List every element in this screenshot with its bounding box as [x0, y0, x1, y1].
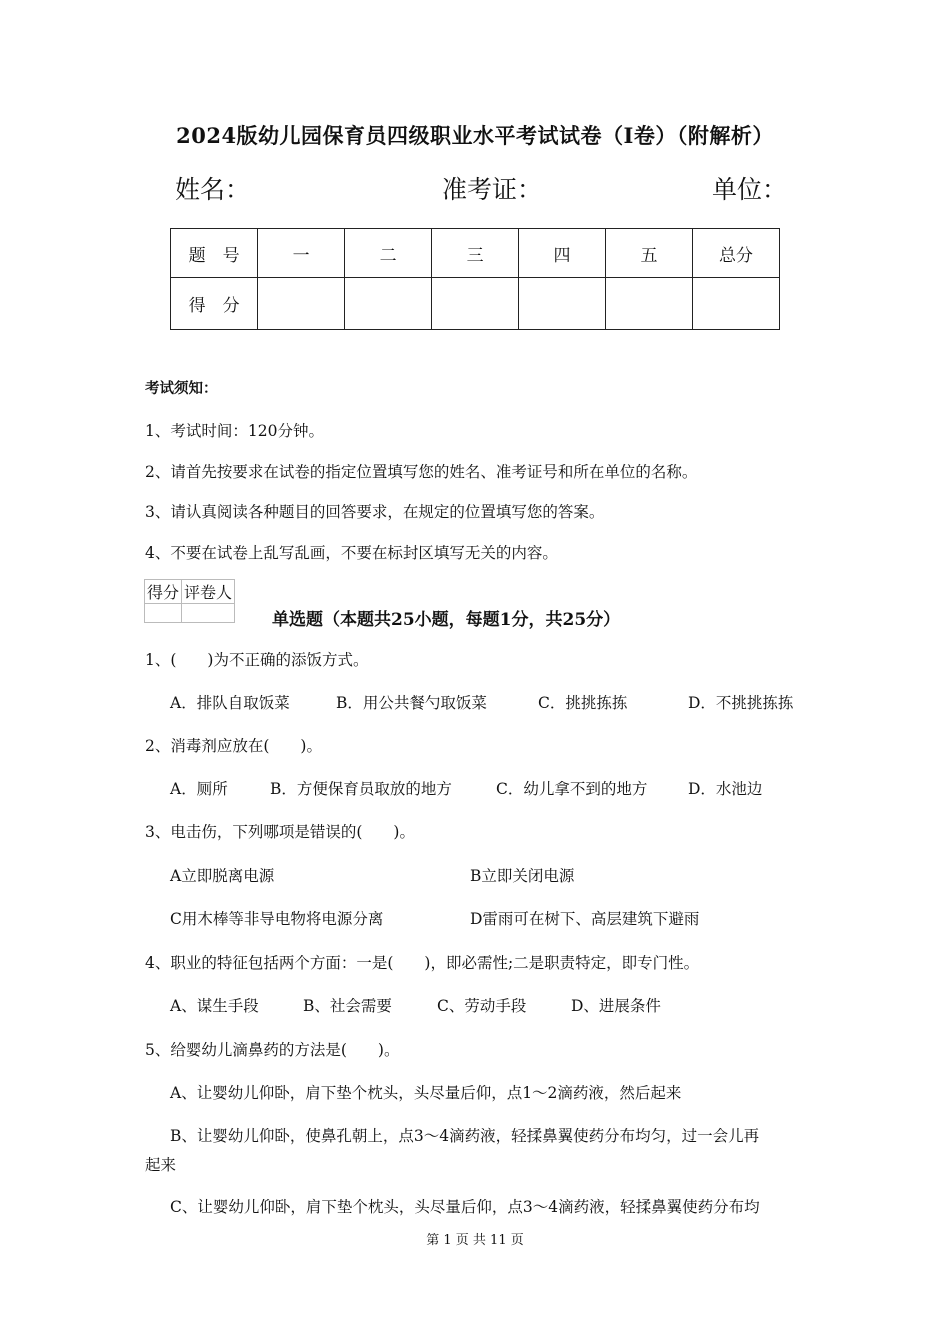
question-stem: 2、消毒剂应放在( )。 — [145, 737, 322, 755]
unit-field-label: 单位： — [712, 175, 788, 204]
question-stem: 3、电击伤，下列哪项是错误的( )。 — [145, 823, 415, 841]
notice-item: 1、考试时间：120分钟。 — [145, 422, 324, 440]
question-stem: 4、职业的特征包括两个方面：一是( )，即必需性;二是职责特定，即专门性。 — [145, 954, 700, 972]
grader-reviewer-cell[interactable] — [182, 604, 235, 623]
grader-reviewer-label: 评卷人 — [182, 580, 235, 604]
question-option: B．用公共餐勺取饭菜 — [336, 694, 487, 712]
score-entry-cell[interactable] — [606, 278, 693, 330]
question-option: A、让婴幼儿仰卧，肩下垫个枕头，头尽量后仰，点1～2滴药液，然后起来 — [170, 1084, 682, 1102]
question-option: B、让婴幼儿仰卧，使鼻孔朝上，点3～4滴药液，轻揉鼻翼使药分布均匀，过一会儿再 — [170, 1127, 760, 1145]
score-table-cell: 四 — [519, 229, 606, 278]
score-entry-cell[interactable] — [519, 278, 606, 330]
score-table-cell: 总分 — [692, 229, 779, 278]
notice-heading: 考试须知： — [145, 380, 218, 397]
score-table-cell: 一 — [258, 229, 345, 278]
question-option: A立即脱离电源 — [170, 867, 275, 885]
grader-score-cell[interactable] — [145, 604, 182, 623]
question-option: A、谋生手段 — [170, 997, 259, 1015]
question-option: D．不挑挑拣拣 — [688, 694, 794, 712]
score-table-cell: 五 — [606, 229, 693, 278]
question-option: C、劳动手段 — [437, 997, 527, 1015]
score-entry-cell[interactable] — [345, 278, 432, 330]
notice-item: 3、请认真阅读各种题目的回答要求，在规定的位置填写您的答案。 — [145, 503, 605, 521]
grader-score-label: 得分 — [145, 580, 182, 604]
question-option: C用木棒等非导电物将电源分离 — [170, 910, 384, 928]
score-entry-cell[interactable] — [432, 278, 519, 330]
question-option: C．挑挑拣拣 — [538, 694, 628, 712]
score-table-header-row — [171, 229, 780, 278]
score-entry-cell[interactable] — [692, 278, 779, 330]
question-option: A．厕所 — [170, 780, 228, 798]
page-title: 2024版幼儿园保育员四级职业水平考试试卷（I卷）（附解析） — [176, 123, 774, 148]
question-option: D、进展条件 — [571, 997, 661, 1015]
name-field-label: 姓名： — [175, 175, 251, 204]
score-table-cell: 二 — [345, 229, 432, 278]
exam-id-field-label: 准考证： — [442, 175, 543, 204]
score-table-cell: 题 号 — [171, 229, 258, 278]
question-option-continuation: 起来 — [145, 1156, 177, 1174]
question-option: B．方便保育员取放的地方 — [270, 780, 452, 798]
score-entry-cell[interactable] — [258, 278, 345, 330]
question-stem: 1、( )为不正确的添饭方式。 — [145, 651, 369, 669]
question-option: B、社会需要 — [303, 997, 392, 1015]
question-option: C、让婴幼儿仰卧，肩下垫个枕头，头尽量后仰，点3～4滴药液，轻揉鼻翼使药分布均 — [170, 1198, 760, 1216]
question-stem: 5、给婴幼儿滴鼻药的方法是( )。 — [145, 1041, 400, 1059]
question-option: C．幼儿拿不到的地方 — [496, 780, 648, 798]
notice-item: 4、不要在试卷上乱写乱画，不要在标封区填写无关的内容。 — [145, 544, 558, 562]
section-title: 单选题（本题共25小题，每题1分，共25分） — [272, 610, 621, 630]
question-option: B立即关闭电源 — [470, 867, 575, 885]
score-table — [170, 228, 780, 330]
score-table-cell: 三 — [432, 229, 519, 278]
question-option: D雷雨可在树下、高层建筑下避雨 — [470, 910, 700, 928]
score-table-cell: 得 分 — [171, 278, 258, 330]
page-number: 第 1 页 共 11 页 — [426, 1233, 524, 1248]
grader-table — [144, 579, 235, 623]
question-option: A．排队自取饭菜 — [170, 694, 290, 712]
question-option: D．水池边 — [688, 780, 763, 798]
notice-item: 2、请首先按要求在试卷的指定位置填写您的姓名、准考证号和所在单位的名称。 — [145, 463, 698, 481]
score-table-score-row — [171, 278, 780, 330]
